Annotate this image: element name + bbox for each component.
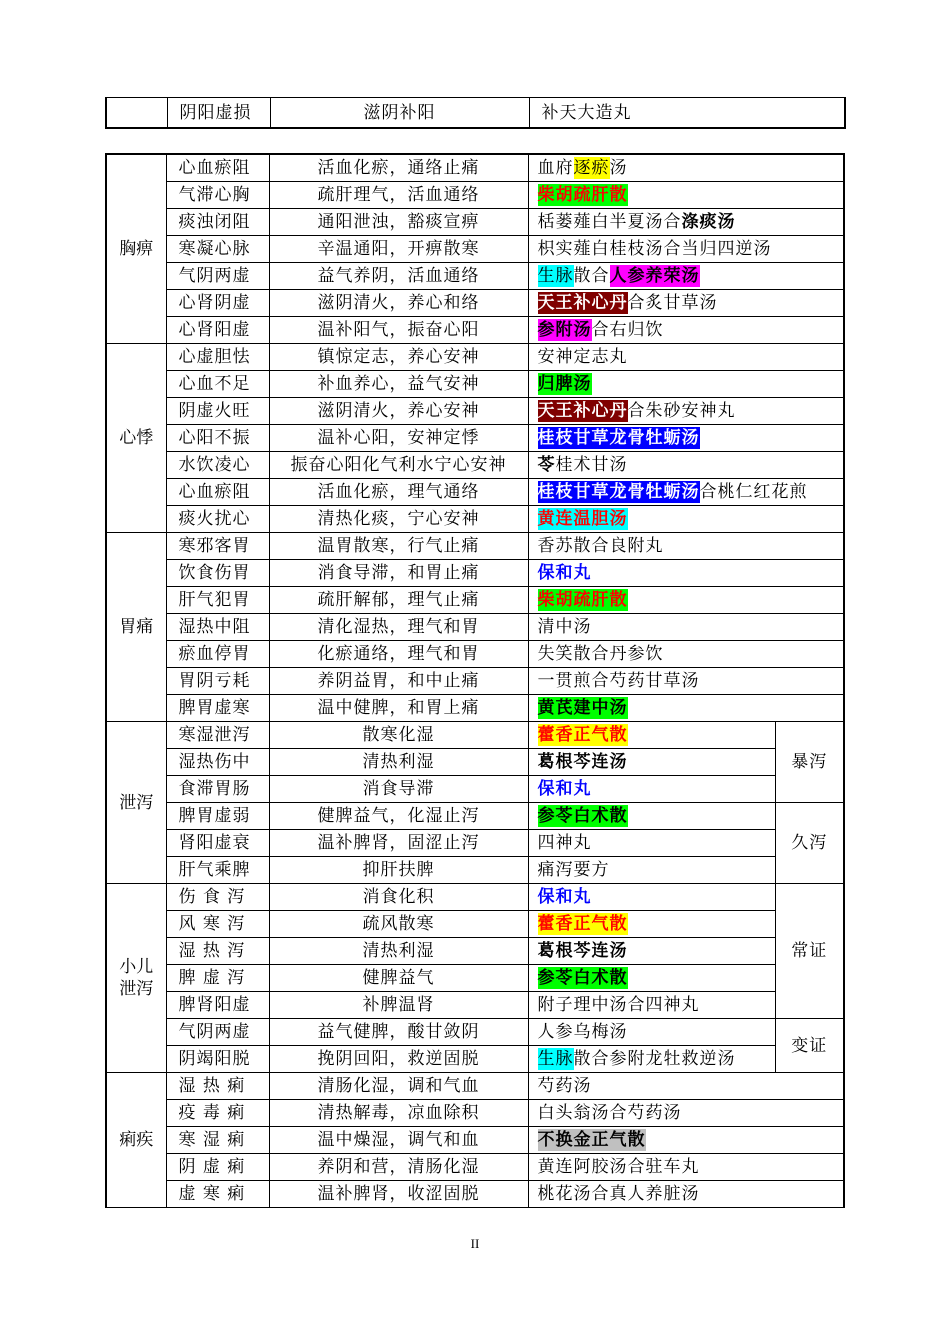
formula-segment: 黄连阿胶汤合驻车丸 [537,1157,700,1177]
formula-segment: 黄连温胆汤 [537,509,628,529]
table-row [106,1073,844,1100]
table-row [106,1100,844,1127]
method-cell: 散寒化湿 [269,722,528,749]
disease-name: 泄泻 [119,792,154,813]
formula-segment: 参附汤 [537,320,592,340]
table-row [106,371,844,398]
syndrome-cell: 湿热中阻 [166,614,269,641]
syndrome-cell: 心肾阴虚 [166,290,269,317]
formula-cell [528,560,844,587]
syndrome-cell: 痰浊闭阻 [166,209,269,236]
formula-cell [528,317,844,344]
formula-segment: 合右归饮 [591,320,664,340]
formula-segment: 保和丸 [537,887,592,907]
formula-cell [528,857,775,884]
top-row-formula: 补天大造丸 [529,98,845,129]
formula-cell [528,398,844,425]
table-row [106,1181,844,1208]
formula-segment: 散 [573,266,592,286]
syndrome-cell: 虚 寒 痢 [166,1181,269,1208]
disease-cell [106,722,166,884]
formula-segment: 合 [591,266,610,286]
formula-segment: 参苓白术散 [537,806,628,826]
table-row [106,506,844,533]
method-cell: 疏肝解郁，理气止痛 [269,587,528,614]
method-cell: 化瘀通络，理气和胃 [269,641,528,668]
table-row [106,533,844,560]
disease-cell [106,533,166,722]
formula-segment: 葛根芩连汤 [537,941,628,961]
disease-cell [106,344,166,533]
table-row [106,344,844,371]
formula-cell [528,290,844,317]
table-row [106,425,844,452]
table-row [106,263,844,290]
formula-segment: 一贯煎合芍药甘草汤 [537,671,700,691]
formula-cell [528,479,844,506]
formula-segment: 柴胡疏肝散 [537,185,628,205]
table-row [106,803,844,830]
syndrome-cell: 气阴两虚 [166,1019,269,1046]
note-cell: 变证 [775,1019,844,1073]
method-cell: 辛温通阳，开痹散寒 [269,236,528,263]
table-row [106,722,844,749]
formula-segment: 合参附龙牡救逆汤 [591,1049,736,1069]
syndrome-cell: 气阴两虚 [166,263,269,290]
syndrome-cell: 胃阴亏耗 [166,668,269,695]
formula-segment: 生脉 [537,266,574,286]
formula-cell [528,803,775,830]
disease-cell [106,1073,166,1208]
formula-segment: 人参乌梅汤 [537,1022,628,1042]
method-cell: 滋阴清火，养心和络 [269,290,528,317]
formula-cell [528,1019,775,1046]
method-cell: 温补心阳，安神定悸 [269,425,528,452]
formula-segment: 散 [573,1049,592,1069]
formula-segment: 人参养荣汤 [609,266,700,286]
formula-segment: 涤痰汤 [681,212,736,232]
syndrome-cell: 湿热伤中 [166,749,269,776]
table-row [106,154,844,182]
note-cell: 暴泻 [775,722,844,803]
table-row [106,452,844,479]
method-cell: 滋阴清火，养心安神 [269,398,528,425]
syndrome-cell: 湿 热 泻 [166,938,269,965]
table-row [106,1046,844,1073]
method-cell: 活血化瘀，理气通络 [269,479,528,506]
syndrome-cell: 心血不足 [166,371,269,398]
formula-segment: 参苓白术散 [537,968,628,988]
formula-cell [528,614,844,641]
formula-cell [528,371,844,398]
formula-cell [528,911,775,938]
syndrome-cell: 肝气犯胃 [166,587,269,614]
note-cell: 常证 [775,884,844,1019]
method-cell: 清化湿热，理气和胃 [269,614,528,641]
syndrome-cell: 心肾阳虚 [166,317,269,344]
formula-cell [528,884,775,911]
formula-segment: 不换金正气散 [537,1130,646,1150]
formula-segment: 合炙甘草汤 [627,293,718,313]
syndrome-cell: 寒湿泄泻 [166,722,269,749]
formula-segment: 黄芪建中汤 [537,698,628,718]
formula-segment: 保和丸 [537,563,592,583]
syndrome-cell: 水饮凌心 [166,452,269,479]
syndrome-cell: 脾肾阳虚 [166,992,269,1019]
syndrome-cell: 脾胃虚弱 [166,803,269,830]
formula-segment: 枳实薤白桂枝汤合当归四逆汤 [537,239,772,259]
table-row [106,1154,844,1181]
formula-cell [528,938,775,965]
method-cell: 疏风散寒 [269,911,528,938]
top-row-method: 滋阴补阳 [270,98,529,129]
formula-segment: 苓 [537,455,556,475]
formula-segment: 保和丸 [537,779,592,799]
formula-cell [528,1046,775,1073]
syndrome-cell: 瘀血停胃 [166,641,269,668]
formula-cell [528,1154,844,1181]
disease-name: 胸痹 [119,239,154,259]
syndrome-cell: 肾阳虚衰 [166,830,269,857]
formula-cell [528,344,844,371]
syndrome-cell: 脾 虚 泻 [166,965,269,992]
method-cell: 温补阳气，振奋心阳 [269,317,528,344]
table-row [106,290,844,317]
disease-cell [106,154,166,344]
formula-segment: 桂术甘汤 [555,455,628,475]
method-cell: 清热利湿 [269,938,528,965]
formula-cell [528,182,844,209]
table-row [106,587,844,614]
method-cell: 疏肝理气，活血通络 [269,182,528,209]
syndrome-cell: 疫 毒 痢 [166,1100,269,1127]
method-cell: 清热利湿 [269,749,528,776]
method-cell: 温补脾肾，固涩止泻 [269,830,528,857]
note-cell: 久泻 [775,803,844,884]
formula-cell [528,209,844,236]
syndrome-cell: 饮食伤胃 [166,560,269,587]
formula-segment: 合桃仁红花煎 [699,482,808,502]
method-cell: 挽阴回阳，救逆固脱 [269,1046,528,1073]
method-cell: 健脾益气 [269,965,528,992]
table-row [106,830,844,857]
main-table-body [106,154,844,1208]
method-cell: 消食导滞，和胃止痛 [269,560,528,587]
method-cell: 温补脾肾，收涩固脱 [269,1181,528,1208]
formula-cell [528,1073,844,1100]
table-row [106,641,844,668]
formula-segment: 栝蒌薤白半夏汤合 [537,212,682,232]
disease-name: 小儿泄泻 [119,957,154,999]
syndrome-cell: 脾胃虚寒 [166,695,269,722]
syndrome-cell: 湿 热 痢 [166,1073,269,1100]
formula-segment: 安神定志丸 [537,347,628,367]
method-cell: 清热化痰，宁心安神 [269,506,528,533]
method-cell: 养阴益胃，和中止痛 [269,668,528,695]
table-row [106,911,844,938]
table-row [106,938,844,965]
formula-segment: 香苏散合良附丸 [537,536,664,556]
formula-cell [528,425,844,452]
formula-cell [528,965,775,992]
formula-cell [528,1127,844,1154]
method-cell: 镇惊定志，养心安神 [269,344,528,371]
formula-segment: 汤 [609,158,628,178]
method-cell: 消食化积 [269,884,528,911]
formula-cell [528,776,775,803]
disease-cell [106,884,166,1073]
method-cell: 温中燥湿，调气和血 [269,1127,528,1154]
table-row [106,560,844,587]
method-cell: 补血养心，益气安神 [269,371,528,398]
formula-cell [528,1181,844,1208]
formula-cell [528,533,844,560]
table-row [106,992,844,1019]
syndrome-cell: 阴竭阳脱 [166,1046,269,1073]
formula-segment: 痛泻要方 [537,860,610,880]
method-cell: 温中健脾，和胃上痛 [269,695,528,722]
formula-segment: 四神丸 [537,833,592,853]
table-row [106,857,844,884]
syndrome-cell: 气滞心胸 [166,182,269,209]
table-row [106,182,844,209]
formula-cell [528,992,775,1019]
syndrome-cell: 寒 湿 痢 [166,1127,269,1154]
table-row [106,749,844,776]
syndrome-cell: 食滞胃肠 [166,776,269,803]
table-row [106,695,844,722]
formula-segment: 白头翁汤合芍药汤 [537,1103,682,1123]
top-row-disease-cell [106,98,167,129]
formula-cell [528,236,844,263]
top-row-syndrome: 阴阳虚损 [167,98,270,129]
method-cell: 清热解毒，凉血除积 [269,1100,528,1127]
syndrome-cell: 肝气乘脾 [166,857,269,884]
formula-cell [528,506,844,533]
formula-cell [528,641,844,668]
formula-segment: 附子理中汤合四神丸 [537,995,700,1015]
formula-segment: 逐瘀 [573,158,610,178]
formula-cell [528,668,844,695]
method-cell: 温胃散寒，行气止痛 [269,533,528,560]
method-cell: 清肠化湿，调和气血 [269,1073,528,1100]
syndrome-cell: 阴虚火旺 [166,398,269,425]
method-cell: 补脾温肾 [269,992,528,1019]
formula-segment: 归脾汤 [537,374,592,394]
table-row [106,236,844,263]
formula-segment: 桃花汤合真人养脏汤 [537,1184,700,1204]
formula-segment: 藿香正气散 [537,914,628,934]
method-cell: 健脾益气，化湿止泻 [269,803,528,830]
formula-segment: 桂枝甘草龙骨牡蛎汤 [537,428,700,448]
syndrome-cell: 风 寒 泻 [166,911,269,938]
formula-cell [528,749,775,776]
formula-cell [528,830,775,857]
disease-name: 痢疾 [119,1130,154,1150]
formula-segment: 清中汤 [537,617,592,637]
method-cell: 益气健脾，酸甘敛阴 [269,1019,528,1046]
top-table [105,97,846,129]
method-cell: 振奋心阳化气利水宁心安神 [269,452,528,479]
top-row [106,98,845,129]
method-cell: 益气养阴，活血通络 [269,263,528,290]
table-row [106,884,844,911]
syndrome-cell: 心血瘀阻 [166,479,269,506]
syndrome-cell: 痰火扰心 [166,506,269,533]
syndrome-cell: 伤 食 泻 [166,884,269,911]
formula-segment: 柴胡疏肝散 [537,590,628,610]
formula-segment: 芍药汤 [537,1076,592,1096]
formula-cell [528,452,844,479]
formula-segment: 生脉 [537,1049,574,1069]
formula-cell [528,587,844,614]
method-cell: 通阳泄浊，豁痰宣痹 [269,209,528,236]
table-row [106,317,844,344]
page-number: II [470,1236,480,1251]
formula-segment: 合朱砂安神丸 [627,401,736,421]
table-row [106,479,844,506]
method-cell: 消食导滞 [269,776,528,803]
method-cell: 养阴和营，清肠化湿 [269,1154,528,1181]
syndrome-cell: 心血瘀阻 [166,154,269,182]
syndrome-cell: 寒凝心脉 [166,236,269,263]
syndrome-cell: 阴 虚 痢 [166,1154,269,1181]
formula-segment: 藿香正气散 [537,725,628,745]
table-row [106,1127,844,1154]
formula-cell [528,1100,844,1127]
syndrome-cell: 寒邪客胃 [166,533,269,560]
formula-segment: 天王补心丹 [537,293,628,313]
table-row [106,776,844,803]
formula-cell [528,263,844,290]
formula-segment: 桂枝甘草龙骨牡蛎汤 [537,482,700,502]
formula-segment: 失笑散合丹参饮 [537,644,664,664]
formula-cell [528,722,775,749]
formula-segment: 葛根芩连汤 [537,752,628,772]
syndrome-cell: 心虚胆怯 [166,344,269,371]
main-table [105,153,845,1208]
table-row [106,209,844,236]
table-row [106,965,844,992]
formula-cell [528,695,844,722]
formula-segment: 天王补心丹 [537,401,628,421]
table-row [106,398,844,425]
method-cell: 抑肝扶脾 [269,857,528,884]
syndrome-cell: 心阳不振 [166,425,269,452]
method-cell: 活血化瘀，通络止痛 [269,154,528,182]
disease-name: 心悸 [119,428,154,448]
formula-cell [528,154,844,182]
table-row [106,1019,844,1046]
table-row [106,668,844,695]
table-row [106,614,844,641]
disease-name: 胃痛 [119,617,154,637]
formula-segment: 血府 [537,158,574,178]
